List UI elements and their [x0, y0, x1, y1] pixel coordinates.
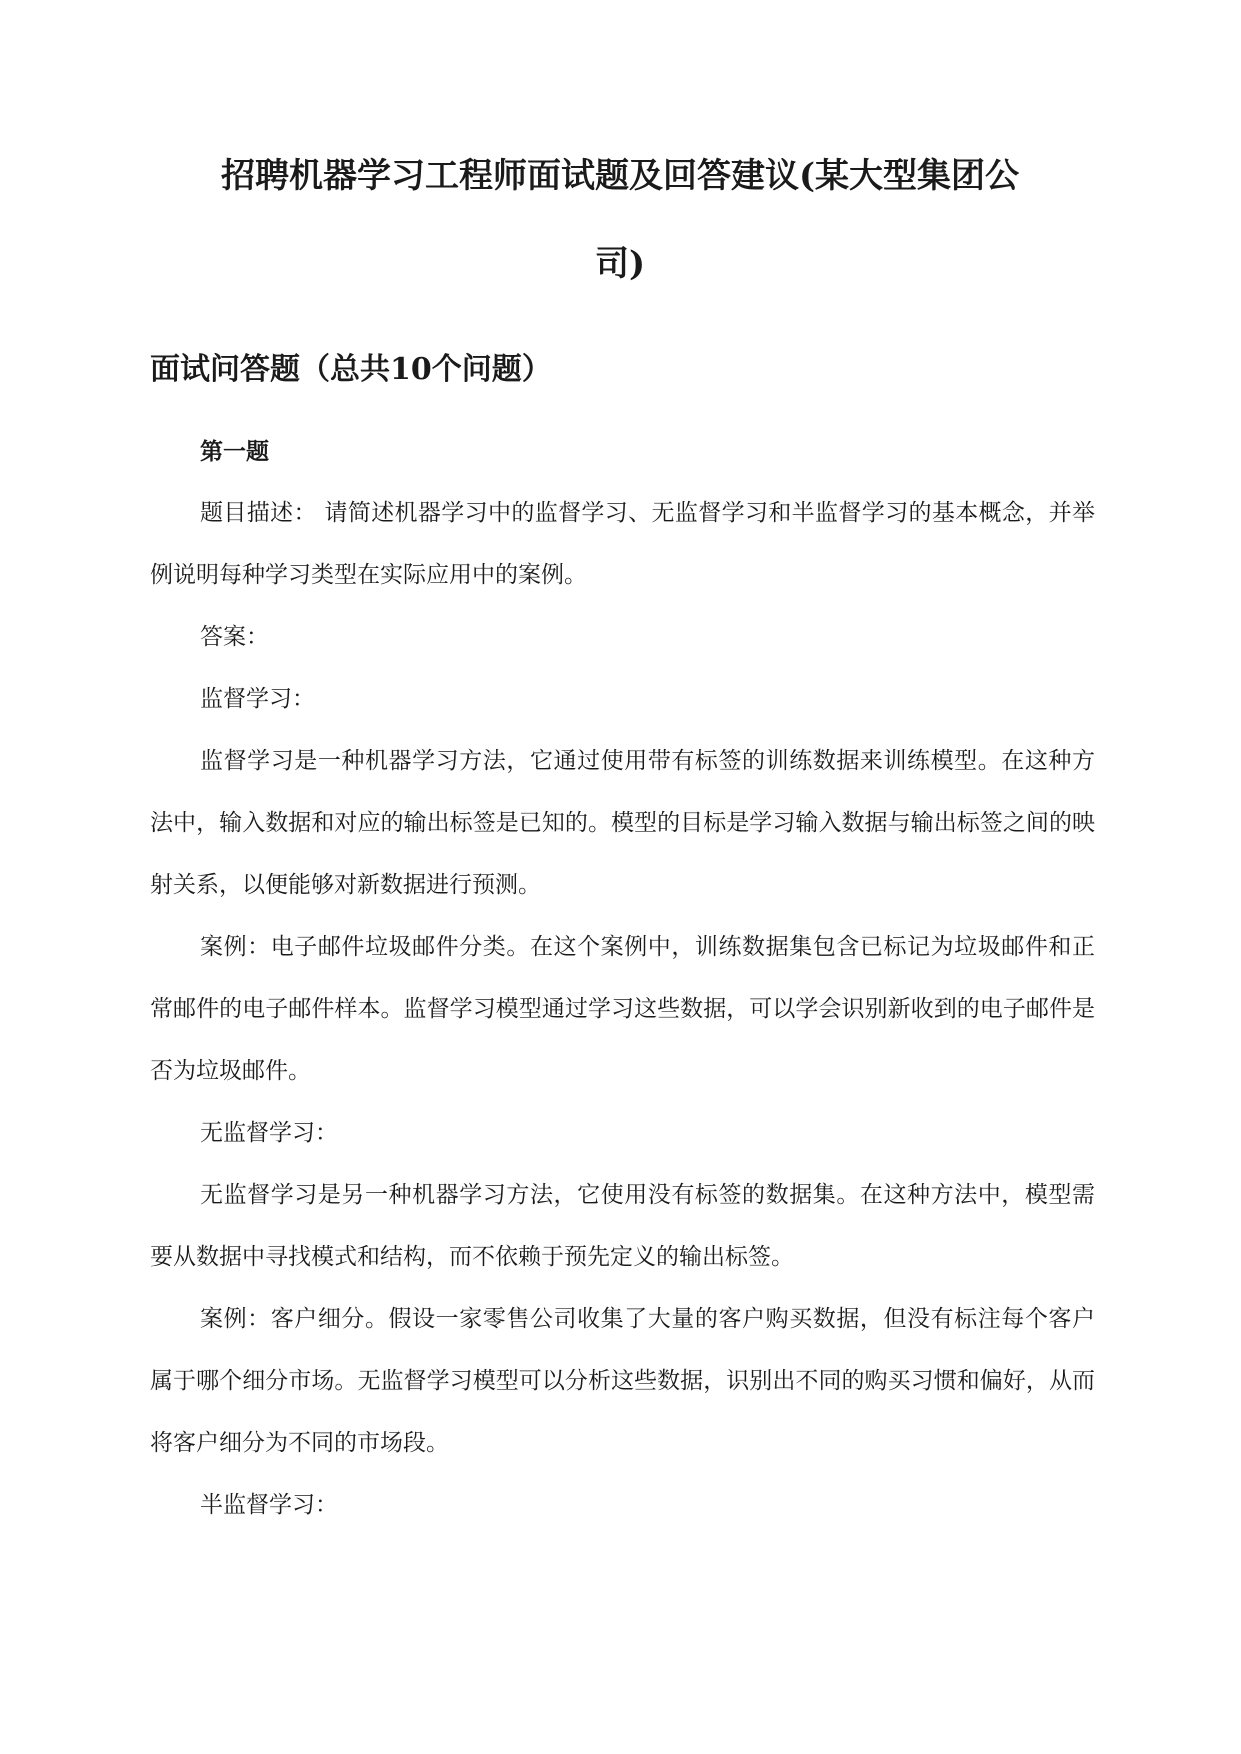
unsupervised-learning-label: 无监督学习：: [200, 1120, 338, 1146]
supervised-learning-paragraph: 监督学习是一种机器学习方法，它通过使用带有标签的训练数据来训练模型。在这种方法中，输入数据和对应的输出标签是已知的。模型的目标是学习输入数据与输出标签之间的映射关系，以便能够对新数据进行预测。: [150, 748, 1095, 898]
question-heading: 第一题: [200, 438, 269, 465]
section-heading: 面试问答题（总共10个问题）: [150, 352, 552, 387]
supervised-example-paragraph: 案例：电子邮件垃圾邮件分类。在这个案例中，训练数据集包含已标记为垃圾邮件和正常邮件的电子邮件样本。监督学习模型通过学习这些数据，可以学会识别新收到的电子邮件是否为垃圾邮件。: [150, 934, 1095, 1084]
answer-label: 答案：: [200, 624, 269, 650]
document-title-line-2: 司): [594, 244, 646, 284]
question-description-paragraph: 题目描述： 请简述机器学习中的监督学习、无监督学习和半监督学习的基本概念，并举例说明每种学习类型在实际应用中的案例。: [150, 500, 1095, 588]
unsupervised-learning-paragraph: 无监督学习是另一种机器学习方法，它使用没有标签的数据集。在这种方法中，模型需要从数据中寻找模式和结构，而不依赖于预先定义的输出标签。: [150, 1182, 1095, 1270]
unsupervised-example-paragraph: 案例：客户细分。假设一家零售公司收集了大量的客户购买数据，但没有标注每个客户属于哪个细分市场。无监督学习模型可以分析这些数据，识别出不同的购买习惯和偏好，从而将客户细分为不同的市场段。: [150, 1306, 1095, 1456]
document-title-line-1: 招聘机器学习工程师面试题及回答建议(某大型集团公: [220, 156, 1020, 196]
semi-supervised-learning-label: 半监督学习：: [200, 1492, 338, 1518]
supervised-learning-label: 监督学习：: [200, 686, 315, 712]
